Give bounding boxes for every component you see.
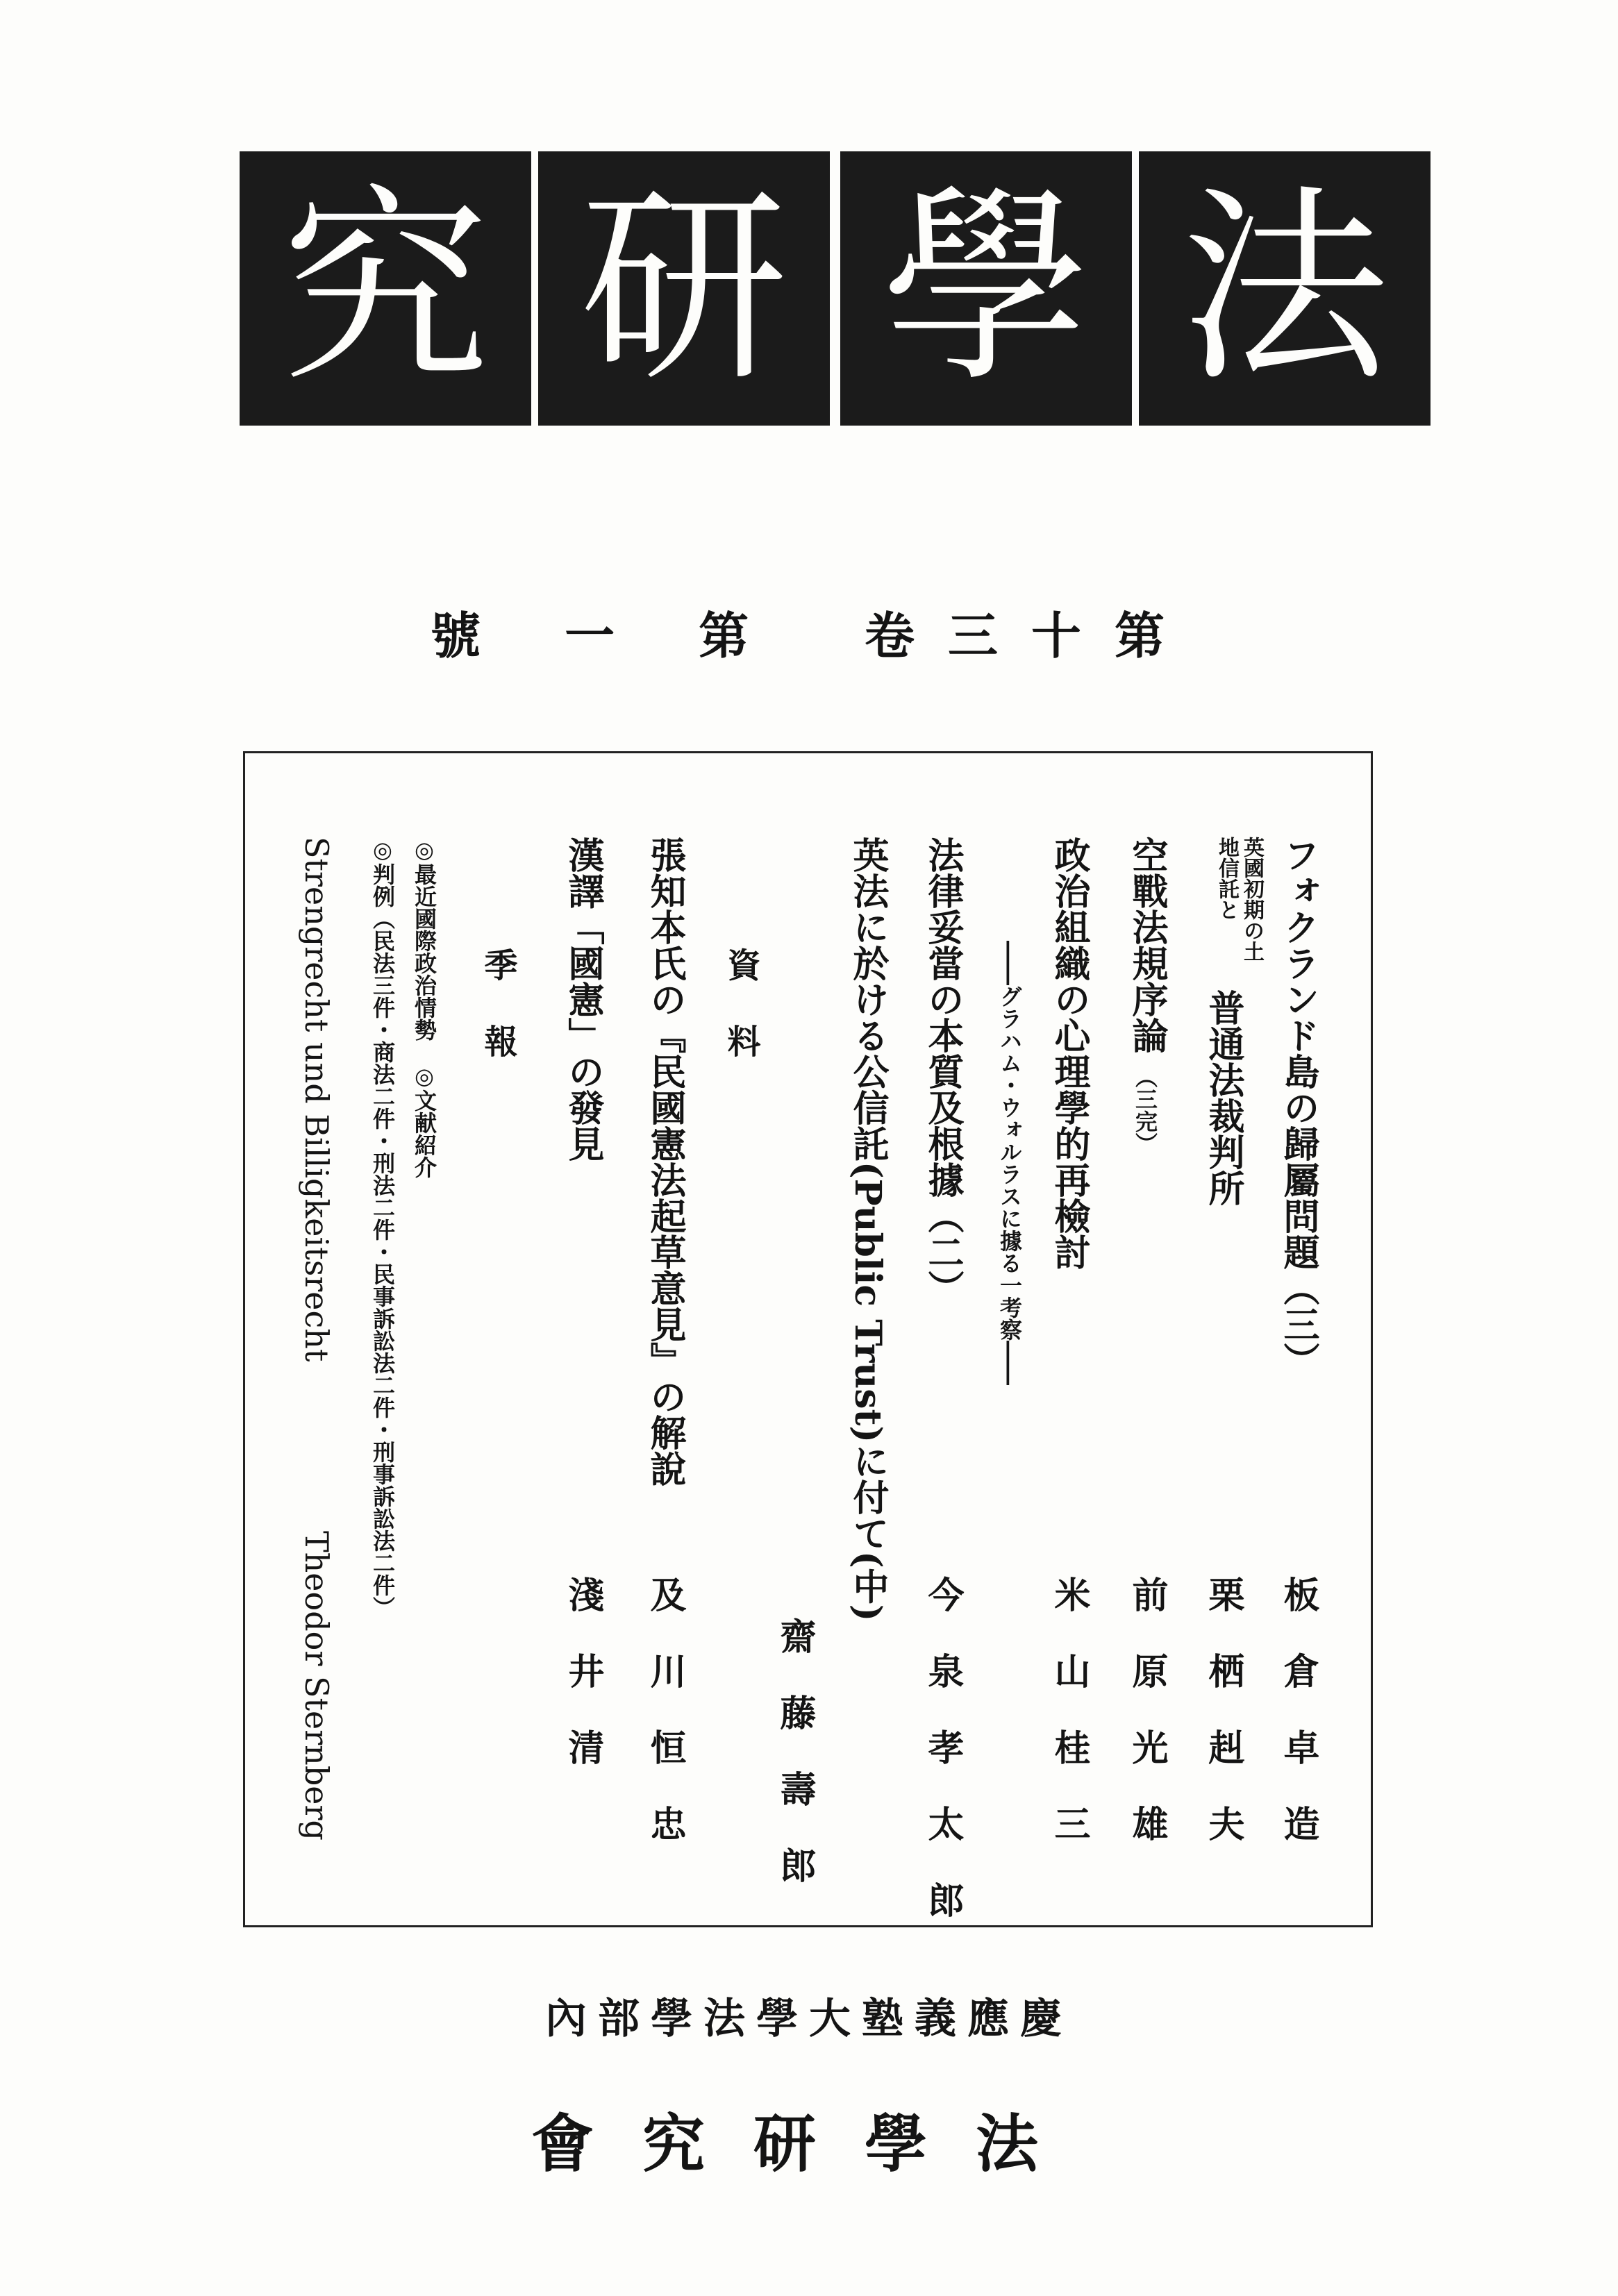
volume-number: 卷三十第 bbox=[865, 606, 1199, 665]
quarterly-line: ◎最近國際政治情勢 ◎文献紹介 bbox=[411, 837, 437, 1178]
article-title: 英法に於ける公信託(Public Trust)に付て(中) bbox=[846, 837, 889, 1622]
article-part-note: （三完） bbox=[1132, 1066, 1158, 1155]
table-of-contents bbox=[243, 751, 1373, 1958]
material-title: 張知本氏の『民國憲法起草意見』の解說 bbox=[644, 837, 686, 1486]
article-title-prefix: 英國初期の土地信託と bbox=[1215, 837, 1264, 962]
article-author: 米山桂三 bbox=[1048, 1576, 1090, 1882]
masthead-char: 究 bbox=[281, 167, 490, 410]
article-title: 政治組織の心理學的再檢討 bbox=[1048, 837, 1090, 1270]
masthead bbox=[0, 151, 1618, 429]
article-author: 齋藤壽郎 bbox=[774, 1618, 816, 1923]
article-subtitle: ――グラハム・ウォルラスに據る一考察―― bbox=[996, 941, 1023, 1385]
foreign-article-author: Theodor Sternberg bbox=[298, 1531, 335, 1841]
article-title: フォクランド島の歸屬問題（三） bbox=[1277, 837, 1319, 1378]
quarterly-line: ◎判例（民法三件・商法二件・刑法二件・民事訴訟法二件・刑事訴訟法二件） bbox=[369, 837, 396, 1618]
article-author: 栗栖赳夫 bbox=[1202, 1576, 1244, 1882]
section-heading-quarterly: 季報 bbox=[478, 948, 517, 1100]
publisher-affiliation: 內部學法學大塾義應慶 bbox=[545, 1995, 1073, 2043]
masthead-char-box bbox=[240, 151, 531, 426]
masthead-char-box bbox=[840, 151, 1132, 426]
publisher-name: 會究研學法 bbox=[531, 2107, 1087, 2181]
material-author: 及川恒忠 bbox=[644, 1576, 686, 1882]
material-title: 漢譯「國憲」の發見 bbox=[562, 837, 604, 1162]
article-title: 普通法裁判所 bbox=[1202, 989, 1244, 1206]
foreign-article-title: Strengrecht und Billigkeitsrecht bbox=[298, 837, 335, 1362]
article-author: 板倉卓造 bbox=[1277, 1576, 1319, 1882]
masthead-char: 學 bbox=[882, 167, 1090, 410]
material-author: 淺井清 bbox=[562, 1576, 604, 1805]
masthead-char: 研 bbox=[580, 167, 788, 410]
issue-number: 號 一 第 bbox=[431, 606, 783, 665]
article-author: 前原光雄 bbox=[1126, 1576, 1168, 1882]
section-heading-materials: 資料 bbox=[722, 948, 760, 1100]
article-title: 空戰法規序論 bbox=[1126, 837, 1168, 1053]
masthead-char-box bbox=[1139, 151, 1431, 426]
article-title: 法律妥當の本質及根據（二） bbox=[921, 837, 964, 1306]
masthead-char-box bbox=[538, 151, 830, 426]
masthead-char: 法 bbox=[1181, 167, 1389, 410]
article-author: 今泉孝太郎 bbox=[921, 1576, 964, 1958]
